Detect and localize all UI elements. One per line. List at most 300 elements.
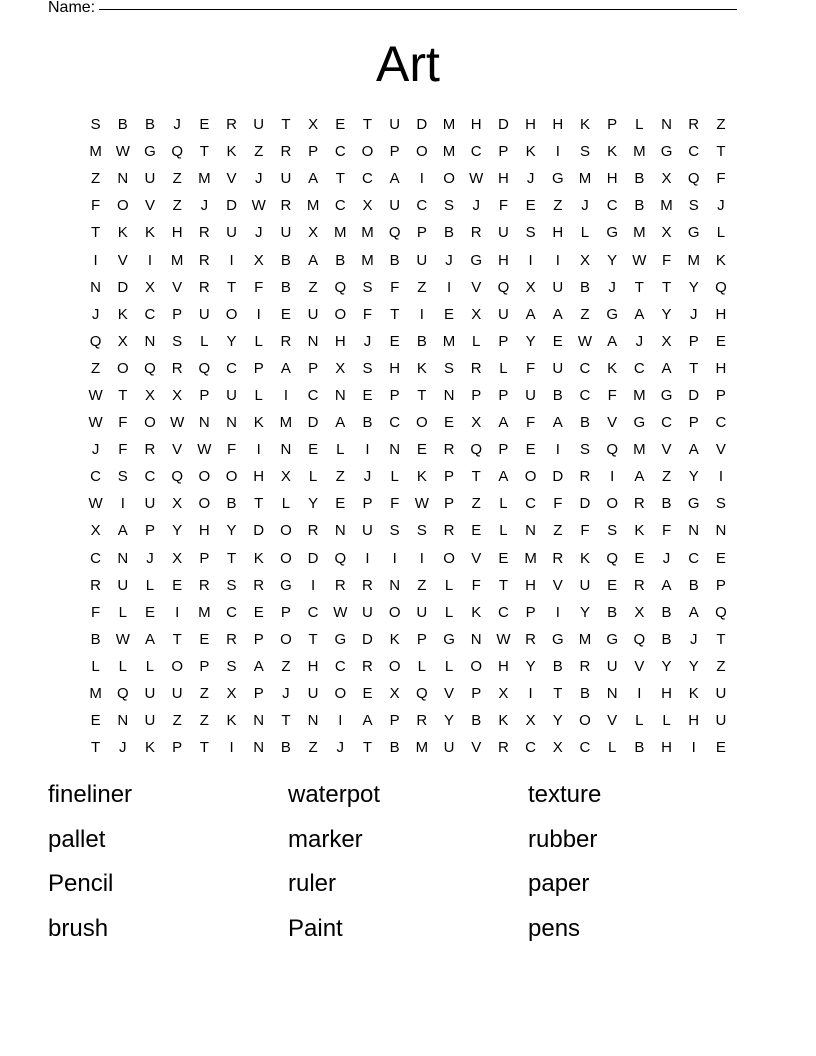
grid-letter[interactable]: X — [498, 685, 509, 703]
grid-letter[interactable]: W — [251, 197, 266, 215]
grid-letter[interactable]: H — [525, 576, 537, 594]
grid-letter[interactable]: U — [416, 251, 428, 269]
grid-letter[interactable]: E — [335, 116, 346, 134]
grid-letter[interactable]: F — [390, 278, 400, 296]
grid-letter[interactable]: S — [579, 143, 590, 161]
grid-letter[interactable]: P — [444, 495, 455, 513]
grid-letter[interactable]: Z — [91, 170, 101, 188]
grid-letter[interactable]: D — [226, 197, 237, 215]
grid-letter[interactable]: Y — [607, 251, 618, 269]
grid-letter[interactable]: X — [661, 332, 672, 350]
grid-letter[interactable]: U — [715, 685, 727, 703]
grid-letter[interactable]: P — [416, 224, 427, 242]
grid-letter[interactable]: C — [90, 549, 102, 567]
grid-letter[interactable]: F — [526, 359, 536, 377]
grid-letter[interactable]: P — [172, 739, 183, 757]
grid-letter[interactable]: N — [117, 170, 129, 188]
grid-letter[interactable]: W — [577, 332, 593, 350]
grid-letter[interactable]: E — [552, 332, 563, 350]
grid-letter[interactable]: R — [90, 576, 102, 594]
grid-letter[interactable]: Q — [606, 549, 618, 567]
grid-letter[interactable]: I — [419, 305, 424, 323]
grid-letter[interactable]: P — [498, 143, 509, 161]
grid-letter[interactable]: H — [715, 305, 727, 323]
grid-letter[interactable]: A — [525, 305, 536, 323]
grid-letter[interactable]: U — [280, 224, 292, 242]
grid-letter[interactable]: B — [389, 251, 400, 269]
grid-letter[interactable]: R — [443, 522, 455, 540]
grid-letter[interactable]: G — [551, 170, 564, 188]
grid-letter[interactable]: E — [144, 603, 155, 621]
grid-letter[interactable]: X — [579, 251, 590, 269]
grid-letter[interactable]: I — [555, 251, 560, 269]
grid-letter[interactable]: R — [552, 549, 564, 567]
grid-letter[interactable]: L — [444, 576, 454, 594]
grid-letter[interactable]: Z — [254, 143, 264, 161]
grid-letter[interactable]: J — [662, 549, 671, 567]
grid-letter[interactable]: P — [498, 332, 509, 350]
grid-letter[interactable]: R — [253, 576, 265, 594]
grid-letter[interactable]: M — [89, 685, 102, 703]
grid-letter[interactable]: T — [417, 386, 427, 404]
grid-letter[interactable]: K — [117, 305, 128, 323]
grid-letter[interactable]: P — [362, 495, 373, 513]
grid-letter[interactable]: E — [525, 197, 536, 215]
grid-letter[interactable]: T — [308, 630, 318, 648]
grid-letter[interactable]: O — [470, 657, 483, 675]
grid-letter[interactable]: V — [552, 576, 563, 594]
grid-letter[interactable]: H — [552, 116, 564, 134]
grid-letter[interactable]: V — [444, 685, 455, 703]
grid-letter[interactable]: U — [144, 170, 156, 188]
grid-letter[interactable]: A — [144, 630, 155, 648]
grid-letter[interactable]: R — [470, 359, 482, 377]
grid-letter[interactable]: Q — [388, 224, 401, 242]
grid-letter[interactable]: B — [389, 739, 400, 757]
grid-letter[interactable]: X — [226, 685, 237, 703]
grid-letter[interactable]: G — [687, 224, 700, 242]
grid-letter[interactable]: K — [253, 549, 264, 567]
grid-letter[interactable]: J — [200, 197, 209, 215]
grid-letter[interactable]: G — [660, 386, 673, 404]
grid-letter[interactable]: R — [280, 143, 292, 161]
grid-letter[interactable]: S — [362, 359, 373, 377]
grid-letter[interactable]: A — [634, 305, 645, 323]
grid-letter[interactable]: Q — [198, 359, 211, 377]
grid-letter[interactable]: B — [634, 739, 645, 757]
grid-letter[interactable]: S — [444, 197, 455, 215]
grid-letter[interactable]: G — [443, 630, 455, 648]
grid-letter[interactable]: O — [579, 712, 591, 730]
grid-letter[interactable]: P — [389, 143, 400, 161]
grid-letter[interactable]: B — [579, 414, 590, 432]
grid-letter[interactable]: Z — [281, 657, 291, 675]
grid-letter[interactable]: W — [115, 143, 130, 161]
grid-letter[interactable]: X — [362, 197, 373, 215]
grid-letter[interactable]: I — [528, 685, 533, 703]
grid-letter[interactable]: C — [334, 197, 346, 215]
grid-letter[interactable]: N — [117, 549, 129, 567]
grid-letter[interactable]: N — [253, 712, 265, 730]
grid-letter[interactable]: K — [144, 739, 155, 757]
grid-letter[interactable]: G — [633, 414, 646, 432]
grid-letter[interactable]: N — [606, 685, 618, 703]
grid-letter[interactable]: H — [470, 116, 482, 134]
grid-letter[interactable]: E — [607, 576, 618, 594]
grid-letter[interactable]: P — [280, 603, 291, 621]
grid-letter[interactable]: W — [469, 170, 484, 188]
grid-letter[interactable]: X — [335, 359, 346, 377]
grid-letter[interactable]: X — [552, 739, 563, 757]
grid-letter[interactable]: T — [335, 170, 345, 188]
grid-letter[interactable]: K — [688, 685, 699, 703]
grid-letter[interactable]: I — [256, 441, 261, 459]
grid-letter[interactable]: Q — [116, 685, 129, 703]
grid-letter[interactable]: N — [90, 278, 102, 296]
grid-letter[interactable]: Y — [172, 522, 183, 540]
grid-letter[interactable]: Z — [91, 359, 101, 377]
grid-letter[interactable]: I — [446, 278, 452, 296]
grid-letter[interactable]: W — [414, 495, 429, 513]
grid-letter[interactable]: F — [661, 522, 672, 540]
grid-letter[interactable]: H — [688, 712, 700, 730]
grid-letter[interactable]: L — [308, 468, 318, 486]
grid-letter[interactable]: M — [306, 197, 320, 215]
grid-letter[interactable]: N — [443, 386, 455, 404]
grid-letter[interactable]: R — [198, 224, 210, 242]
grid-letter[interactable]: L — [607, 739, 617, 757]
grid-letter[interactable]: V — [661, 441, 672, 459]
grid-letter[interactable]: H — [253, 468, 265, 486]
grid-letter[interactable]: E — [362, 386, 373, 404]
grid-letter[interactable]: U — [579, 576, 591, 594]
grid-letter[interactable]: X — [144, 386, 155, 404]
grid-letter[interactable]: L — [118, 657, 127, 675]
grid-letter[interactable]: I — [691, 739, 696, 757]
grid-letter[interactable]: R — [362, 657, 373, 675]
grid-letter[interactable]: E — [525, 441, 536, 459]
grid-letter[interactable]: W — [88, 495, 103, 513]
grid-letter[interactable]: P — [607, 116, 618, 134]
grid-letter[interactable]: L — [444, 603, 454, 621]
grid-letter[interactable]: O — [198, 468, 211, 486]
grid-letter[interactable]: N — [470, 630, 482, 648]
grid-letter[interactable]: P — [308, 359, 319, 377]
grid-letter[interactable]: T — [172, 630, 182, 648]
grid-letter[interactable]: B — [579, 685, 590, 703]
grid-letter[interactable]: A — [389, 170, 400, 188]
grid-letter[interactable]: A — [308, 170, 319, 188]
grid-letter[interactable]: K — [579, 116, 590, 134]
grid-letter[interactable]: K — [253, 414, 264, 432]
grid-letter[interactable]: D — [362, 630, 373, 648]
grid-letter[interactable]: U — [497, 224, 509, 242]
grid-letter[interactable]: Y — [226, 332, 237, 350]
grid-letter[interactable]: K — [144, 224, 155, 242]
grid-letter[interactable]: K — [416, 359, 427, 377]
grid-letter[interactable]: A — [498, 468, 509, 486]
grid-letter[interactable]: U — [280, 170, 292, 188]
grid-letter[interactable]: B — [661, 495, 672, 513]
grid-letter[interactable]: Y — [226, 522, 237, 540]
grid-letter[interactable]: F — [526, 414, 536, 432]
grid-letter[interactable]: P — [525, 603, 536, 621]
grid-letter[interactable]: Z — [172, 170, 182, 188]
grid-letter[interactable]: E — [199, 630, 210, 648]
grid-letter[interactable]: U — [144, 685, 156, 703]
grid-letter[interactable]: W — [170, 414, 185, 432]
grid-letter[interactable]: I — [283, 386, 288, 404]
grid-letter[interactable]: R — [633, 495, 645, 513]
grid-letter[interactable]: P — [308, 143, 319, 161]
grid-letter[interactable]: L — [390, 468, 399, 486]
grid-letter[interactable]: Q — [715, 603, 727, 621]
grid-letter[interactable]: F — [471, 576, 481, 594]
grid-letter[interactable]: A — [688, 441, 699, 459]
grid-letter[interactable]: T — [281, 712, 291, 730]
grid-letter[interactable]: U — [117, 576, 129, 594]
grid-letter[interactable]: L — [716, 224, 726, 242]
grid-letter[interactable]: A — [308, 251, 319, 269]
grid-letter[interactable]: G — [280, 576, 292, 594]
grid-letter[interactable]: C — [144, 468, 156, 486]
grid-letter[interactable]: V — [117, 251, 128, 269]
grid-letter[interactable]: J — [254, 224, 263, 242]
grid-letter[interactable]: V — [471, 278, 482, 296]
grid-letter[interactable]: H — [334, 332, 346, 350]
grid-letter[interactable]: J — [91, 441, 100, 459]
grid-letter[interactable]: J — [91, 305, 100, 323]
grid-letter[interactable]: V — [471, 739, 482, 757]
grid-letter[interactable]: P — [253, 685, 264, 703]
grid-letter[interactable]: W — [632, 251, 647, 269]
grid-letter[interactable]: N — [117, 712, 129, 730]
grid-letter[interactable]: N — [688, 522, 700, 540]
grid-letter[interactable]: U — [198, 305, 210, 323]
grid-letter[interactable]: L — [417, 657, 427, 675]
grid-letter[interactable]: O — [606, 495, 618, 513]
grid-letter[interactable]: D — [117, 278, 129, 296]
grid-letter[interactable]: U — [552, 359, 564, 377]
grid-letter[interactable]: H — [497, 170, 509, 188]
grid-letter[interactable]: B — [226, 495, 237, 513]
grid-letter[interactable]: E — [444, 305, 455, 323]
grid-letter[interactable]: Q — [334, 278, 347, 296]
grid-letter[interactable]: M — [89, 143, 102, 161]
grid-letter[interactable]: E — [308, 441, 319, 459]
grid-letter[interactable]: X — [117, 332, 128, 350]
grid-letter[interactable]: N — [334, 522, 346, 540]
grid-letter[interactable]: Y — [525, 657, 536, 675]
grid-letter[interactable]: F — [118, 414, 128, 432]
grid-letter[interactable]: X — [172, 549, 183, 567]
grid-letter[interactable]: Z — [308, 278, 318, 296]
grid-letter[interactable]: X — [634, 603, 645, 621]
grid-letter[interactable]: T — [553, 685, 563, 703]
grid-letter[interactable]: A — [552, 414, 563, 432]
grid-letter[interactable]: Z — [417, 278, 427, 296]
grid-letter[interactable]: K — [607, 359, 618, 377]
grid-letter[interactable]: K — [607, 143, 618, 161]
grid-letter[interactable]: P — [389, 386, 400, 404]
grid-letter[interactable]: J — [282, 685, 290, 703]
grid-letter[interactable]: Z — [553, 522, 563, 540]
grid-letter[interactable]: X — [308, 116, 319, 134]
grid-letter[interactable]: D — [307, 414, 319, 432]
grid-letter[interactable]: P — [144, 522, 155, 540]
grid-letter[interactable]: P — [498, 386, 509, 404]
grid-letter[interactable]: A — [335, 414, 346, 432]
grid-letter[interactable]: I — [392, 549, 397, 567]
grid-letter[interactable]: H — [307, 657, 319, 675]
grid-letter[interactable]: F — [607, 386, 617, 404]
grid-letter[interactable]: K — [579, 549, 590, 567]
grid-letter[interactable]: M — [442, 116, 456, 134]
grid-letter[interactable]: M — [660, 197, 673, 215]
grid-letter[interactable]: E — [199, 116, 210, 134]
grid-letter[interactable]: Y — [688, 468, 699, 486]
grid-letter[interactable]: Q — [144, 359, 156, 377]
grid-letter[interactable]: P — [498, 441, 509, 459]
grid-letter[interactable]: Y — [444, 712, 455, 730]
grid-letter[interactable]: Q — [606, 441, 618, 459]
grid-letter[interactable]: J — [635, 332, 644, 350]
grid-letter[interactable]: H — [606, 170, 618, 188]
grid-letter[interactable]: Z — [199, 685, 209, 703]
grid-letter[interactable]: I — [93, 251, 98, 269]
grid-letter[interactable]: E — [498, 549, 509, 567]
grid-letter[interactable]: P — [199, 549, 210, 567]
grid-letter[interactable]: C — [226, 603, 237, 621]
grid-letter[interactable]: B — [280, 739, 291, 757]
grid-letter[interactable]: T — [199, 739, 209, 757]
grid-letter[interactable]: M — [442, 332, 456, 350]
grid-letter[interactable]: J — [119, 739, 127, 757]
grid-letter[interactable]: M — [524, 549, 537, 567]
grid-letter[interactable]: Q — [334, 549, 347, 567]
grid-letter[interactable]: Q — [416, 685, 428, 703]
grid-letter[interactable]: N — [280, 441, 292, 459]
grid-letter[interactable]: T — [689, 359, 699, 377]
grid-letter[interactable]: L — [580, 224, 590, 242]
grid-letter[interactable]: U — [171, 685, 183, 703]
grid-letter[interactable]: S — [416, 522, 427, 540]
grid-letter[interactable]: U — [144, 712, 156, 730]
grid-letter[interactable]: U — [389, 197, 401, 215]
grid-letter[interactable]: T — [471, 468, 481, 486]
grid-letter[interactable]: O — [280, 549, 292, 567]
grid-letter[interactable]: P — [199, 386, 210, 404]
grid-letter[interactable]: Z — [716, 116, 726, 134]
grid-letter[interactable]: M — [279, 414, 293, 432]
grid-letter[interactable]: D — [253, 522, 265, 540]
grid-letter[interactable]: M — [633, 386, 646, 404]
grid-letter[interactable]: P — [471, 685, 482, 703]
grid-letter[interactable]: T — [281, 116, 291, 134]
grid-letter[interactable]: P — [688, 332, 699, 350]
grid-letter[interactable]: T — [716, 143, 726, 161]
grid-letter[interactable]: J — [363, 468, 372, 486]
grid-letter[interactable]: T — [199, 143, 209, 161]
grid-letter[interactable]: G — [606, 224, 618, 242]
grid-letter[interactable]: N — [525, 522, 537, 540]
grid-letter[interactable]: O — [361, 143, 374, 161]
grid-letter[interactable]: E — [471, 522, 482, 540]
grid-letter[interactable]: M — [361, 224, 374, 242]
grid-letter[interactable]: A — [661, 359, 672, 377]
grid-letter[interactable]: A — [498, 414, 509, 432]
grid-letter[interactable]: T — [226, 549, 237, 567]
grid-letter[interactable]: R — [633, 576, 645, 594]
grid-letter[interactable]: C — [307, 386, 319, 404]
grid-letter[interactable]: Q — [497, 278, 510, 296]
grid-letter[interactable]: Y — [308, 495, 319, 513]
grid-letter[interactable]: R — [416, 712, 428, 730]
grid-letter[interactable]: K — [226, 712, 237, 730]
grid-letter[interactable]: B — [661, 603, 672, 621]
grid-letter[interactable]: M — [170, 251, 184, 269]
grid-letter[interactable]: N — [253, 739, 265, 757]
grid-letter[interactable]: Q — [633, 630, 646, 648]
grid-letter[interactable]: I — [637, 685, 642, 703]
grid-letter[interactable]: C — [579, 386, 591, 404]
grid-letter[interactable]: O — [388, 657, 401, 675]
grid-letter[interactable]: O — [116, 197, 129, 215]
grid-letter[interactable]: D — [307, 549, 319, 567]
grid-letter[interactable]: U — [307, 685, 319, 703]
grid-letter[interactable]: R — [334, 576, 346, 594]
grid-letter[interactable]: F — [254, 278, 264, 296]
grid-letter[interactable]: L — [635, 116, 644, 134]
grid-letter[interactable]: G — [606, 305, 618, 323]
grid-letter[interactable]: P — [253, 630, 264, 648]
grid-letter[interactable]: J — [445, 251, 453, 269]
grid-letter[interactable]: H — [715, 359, 727, 377]
grid-letter[interactable]: P — [444, 468, 455, 486]
grid-letter[interactable]: B — [280, 278, 291, 296]
grid-letter[interactable]: V — [607, 712, 618, 730]
grid-letter[interactable]: B — [416, 332, 427, 350]
grid-letter[interactable]: B — [579, 278, 590, 296]
grid-letter[interactable]: T — [362, 739, 373, 757]
grid-letter[interactable]: Z — [335, 468, 345, 486]
grid-letter[interactable]: U — [715, 712, 727, 730]
grid-letter[interactable]: Z — [172, 197, 182, 215]
grid-letter[interactable]: K — [389, 630, 400, 648]
grid-letter[interactable]: R — [280, 332, 292, 350]
grid-letter[interactable]: D — [579, 495, 591, 513]
grid-letter[interactable]: J — [581, 197, 589, 215]
grid-letter[interactable]: V — [607, 414, 618, 432]
grid-letter[interactable]: E — [715, 739, 726, 757]
grid-letter[interactable]: G — [606, 630, 618, 648]
grid-letter[interactable]: P — [253, 359, 264, 377]
grid-letter[interactable]: U — [144, 495, 156, 513]
grid-letter[interactable]: K — [715, 251, 726, 269]
grid-letter[interactable]: C — [525, 495, 537, 513]
grid-letter[interactable]: E — [280, 305, 291, 323]
grid-letter[interactable]: Q — [715, 278, 727, 296]
grid-letter[interactable]: L — [118, 603, 127, 621]
grid-letter[interactable]: G — [334, 630, 347, 648]
grid-letter[interactable]: I — [419, 170, 424, 188]
grid-letter[interactable]: F — [226, 441, 237, 459]
grid-letter[interactable]: V — [172, 441, 183, 459]
grid-letter[interactable]: I — [528, 251, 533, 269]
grid-letter[interactable]: M — [415, 739, 429, 757]
grid-letter[interactable]: N — [389, 576, 401, 594]
grid-letter[interactable]: Z — [471, 495, 481, 513]
